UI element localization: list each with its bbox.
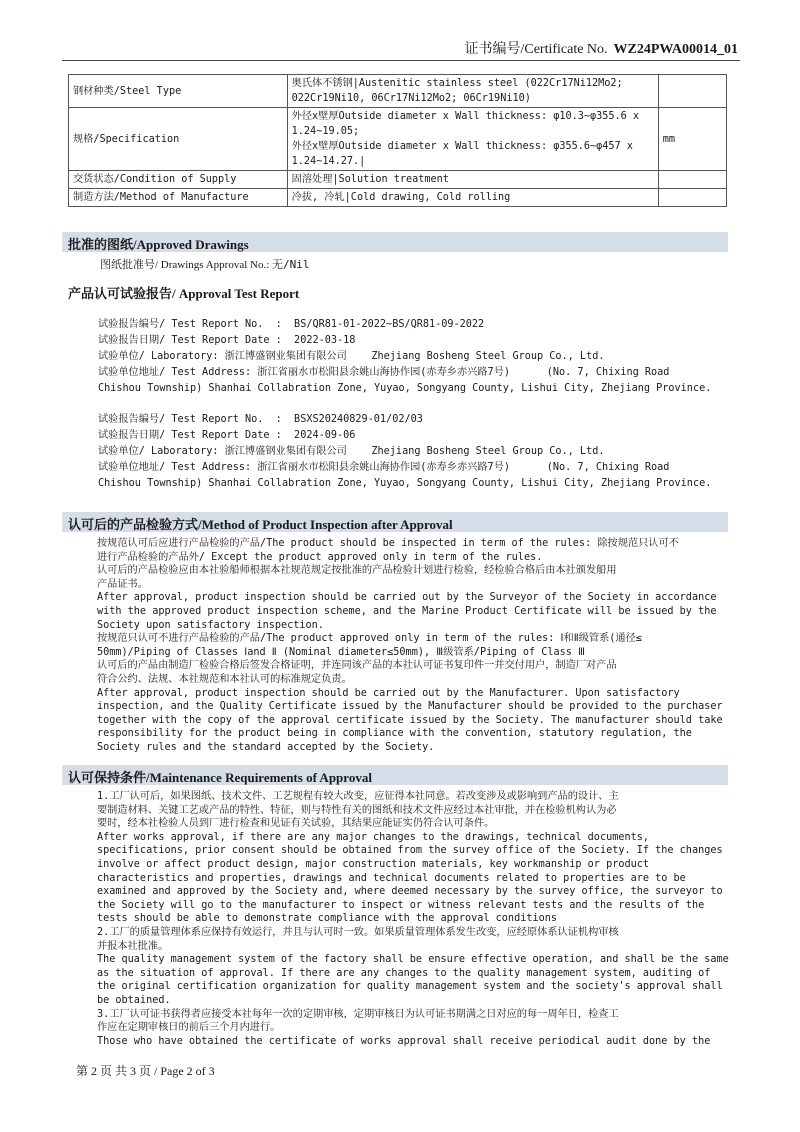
text-line: 并报本社批准。 <box>97 940 169 952</box>
table-cell-value <box>287 171 658 189</box>
text-line: Society upon satisfactory inspection. <box>97 619 324 631</box>
section-heading-inspection-method <box>62 512 728 532</box>
text-line: The quality management system of the factory shall be ensure effective operation, and shall be the same <box>97 954 729 966</box>
steel-spec-table <box>68 74 727 207</box>
text-line: Society rules and the standard accepted by the Society. <box>97 741 435 753</box>
maintenance-text <box>97 790 729 1048</box>
text-line: 认可后的产品由制造厂检验合格后签发合格证明，并连同该产品的本社认可证书复印件一并交付用户，制造厂对产品 <box>97 660 617 672</box>
text-line: inspection, and the Quality Certificate issued by the Manufacturer should be provided to the purchaser <box>97 701 723 713</box>
table-cell-unit <box>658 75 726 108</box>
table-cell-line: 冷拔, 冷轧|Cold drawing, Cold rolling <box>291 192 511 203</box>
table-cell-unit <box>658 189 726 207</box>
text-line: 按规范只认可不进行产品检验的产品/The product approved only in term of the rules: Ⅰ和Ⅱ级管系(通径≤ <box>97 633 642 645</box>
text-line: 50mm)/Piping of Classes Ⅰand Ⅱ (Nominal diameter≤50mm), Ⅲ级管系/Piping of Class Ⅲ <box>97 646 586 658</box>
table-cell-value <box>287 108 658 171</box>
section-heading-approved-drawings <box>62 232 728 252</box>
table-row <box>69 189 727 207</box>
table-cell-unit: mm <box>658 108 726 171</box>
report-line: Chishou Township) Shanhai Collabration Zone, Yuyao, Songyang County, Lishui City, Zhejiang Province. <box>98 383 712 394</box>
table-cell-label: 规格/Specification <box>69 108 288 171</box>
report-line: 试验单位/ Laboratory: 浙江博盛钢业集团有限公司 Zhejiang Bosheng Steel Group Co., Ltd. <box>98 351 605 362</box>
certificate-number <box>464 38 738 58</box>
section-title: 认可保持条件/Maintenance Requirements of Approval <box>68 770 372 785</box>
text-line: After approval, product inspection should be carried out by the Surveyor of the Society in accordance <box>97 592 717 604</box>
report-line: 试验单位地址/ Test Address: 浙江省丽水市松阳县余姚山海协作园(赤寿乡赤兴路7号) (No. 7, Chixing Road <box>98 367 670 378</box>
text-line: with the approved product inspection scheme, and the Marine Product Certificate will be issued by the <box>97 605 717 617</box>
table-cell-line: 外径x壁厚Outside diameter x Wall thickness: φ355.6~φ457 x <box>291 141 633 152</box>
table-cell-line: 外径x壁厚Outside diameter x Wall thickness: φ10.3~φ355.6 x <box>291 111 640 122</box>
table-cell-label: 交货状态/Condition of Supply <box>69 171 288 189</box>
text-line: tests should be able to demonstrate compliance with the approval conditions <box>97 913 558 925</box>
certificate-header <box>0 36 800 58</box>
test-report-1 <box>98 317 711 397</box>
text-line: be obtained. <box>97 994 171 1006</box>
report-line: 试验报告编号/ Test Report No. : BS/QR81-01-2022~BS/QR81-09-2022 <box>98 319 485 330</box>
text-line: involve or affect product design, major construction materials, key workmanship or product <box>97 858 650 870</box>
text-line: 要时，经本社检验人员到厂进行检查和见证有关试验，其结果应能证实仍符合认可条件。 <box>97 818 495 830</box>
text-line: 进行产品检验的产品外/ Except the product approved only in term of the rules. <box>97 551 543 563</box>
drawings-approval-value: 无/Nil <box>272 258 310 271</box>
table-cell-unit <box>658 171 726 189</box>
table-cell-value <box>287 75 658 108</box>
text-line: 3.工厂认可证书获得者应接受本社每年一次的定期审核，定期审核日为认可证书期满之日对应的每一周年日，检查工 <box>97 1008 619 1020</box>
table-cell-value <box>287 189 658 207</box>
report-line: 试验报告日期/ Test Report Date : 2024-09-06 <box>98 430 356 441</box>
table-row <box>69 171 727 189</box>
text-line: specifications, prior consent should be obtained from the survey office of the Society. If the changes <box>97 845 723 857</box>
table-row <box>69 108 727 171</box>
text-line: 产品证书。 <box>97 578 148 590</box>
table-cell-line: 固溶处理|Solution treatment <box>291 174 449 185</box>
text-line: 认可后的产品检验应由本社验船师根据本社规范规定按批准的产品检验计划进行检验，经检验合格后由本社颁发船用 <box>97 565 617 577</box>
page-footer: 第 2 页 共 3 页 / Page 2 of 3 <box>76 1064 215 1078</box>
drawings-approval-label: 图纸批准号/ Drawings Approval No.: <box>100 259 273 271</box>
text-line: the Society will go to the manufacturer to inspect or witness relevant tests and the results of the <box>97 899 705 911</box>
table-row <box>69 75 727 108</box>
text-line: After works approval, if there are any major changes to the drawings, technical documents, <box>97 831 650 843</box>
text-line: together with the copy of the approval certificate issued by the Society. The manufacturer should take <box>97 714 723 726</box>
text-line: 2.工厂的质量管理体系应保持有效运行，并且与认可时一致。如果质量管理体系发生改变，应经原体系认证机构审核 <box>97 926 619 938</box>
inspection-method-text <box>97 537 723 755</box>
drawings-approval-line <box>100 257 310 273</box>
text-line: characteristics and properties, drawings and technical documents related to properties are to be <box>97 872 686 884</box>
table-cell-line: 奥氏体不锈钢|Austenitic stainless steel (022Cr17Ni12Mo2; <box>291 78 623 89</box>
section-title: 产品认可试验报告/ Approval Test Report <box>68 286 300 301</box>
table-cell-label: 钢材种类/Steel Type <box>69 75 288 108</box>
text-line: 要制造材料、关键工艺或产品的特性、特征，则与特性有关的图纸和技术文件应经过本社审批，并在检验机构认为必 <box>97 804 617 816</box>
text-line: examined and approved by the Society and, where deemed necessary by the survey office, the surveyor to <box>97 886 723 898</box>
report-line: 试验报告日期/ Test Report Date : 2022-03-18 <box>98 335 356 346</box>
certificate-number-label: 证书编号/Certificate No. <box>464 42 608 57</box>
report-line: Chishou Township) Shanhai Collabration Zone, Yuyao, Songyang County, Lishui City, Zhejiang Province. <box>98 478 712 489</box>
table-cell-line: 1.24~19.05; <box>291 126 360 137</box>
table-cell-label: 制造方法/Method of Manufacture <box>69 189 288 207</box>
table-cell-line: 022Cr19Ni10, 06Cr17Ni12Mo2; 06Cr19Ni10) <box>291 93 531 104</box>
table-cell-line: 1.24~14.27.| <box>291 156 366 167</box>
text-line: as the situation of approval. If there are any changes to the quality management system, auditing of <box>97 967 711 979</box>
header-divider <box>62 60 740 61</box>
text-line: After approval, product inspection should be carried out by the Manufacturer. Upon satisfactory <box>97 687 680 699</box>
section-heading-maintenance <box>62 765 728 785</box>
report-line: 试验单位/ Laboratory: 浙江博盛钢业集团有限公司 Zhejiang Bosheng Steel Group Co., Ltd. <box>98 446 605 457</box>
text-line: 符合公约、法规、本社规范和本社认可的标准规定负责。 <box>97 673 352 685</box>
text-line: responsibility for the product being in compliance with the convention, statutory regulation, the <box>97 728 692 740</box>
text-line: the original certification organization for quality management system and the society's approval shall <box>97 981 723 993</box>
section-title: 批准的图纸/Approved Drawings <box>68 237 249 252</box>
certificate-number-value: WZ24PWA00014_01 <box>613 42 738 57</box>
test-report-2 <box>98 412 711 492</box>
text-line: Those who have obtained the certificate of works approval shall receive periodical audit done by the <box>97 1035 711 1047</box>
section-title: 认可后的产品检验方式/Method of Product Inspection after Approval <box>68 517 453 532</box>
text-line: 按规范认可后应进行产品检验的产品/The product should be inspected in term of the rules: 除按规范只认可不 <box>97 538 679 549</box>
report-line: 试验单位地址/ Test Address: 浙江省丽水市松阳县余姚山海协作园(赤寿乡赤兴路7号) (No. 7, Chixing Road <box>98 462 670 473</box>
report-line: 试验报告编号/ Test Report No. : BSXS20240829-01/02/03 <box>98 414 423 425</box>
text-line: 1.工厂认可后，如果图纸、技术文件、工艺规程有较大改变，应征得本社同意。若改变涉及或影响到产品的设计、主 <box>97 791 619 802</box>
section-heading-approval-test-report <box>62 281 728 301</box>
text-line: 作应在定期审核日的前后三个月内进行。 <box>97 1022 281 1034</box>
